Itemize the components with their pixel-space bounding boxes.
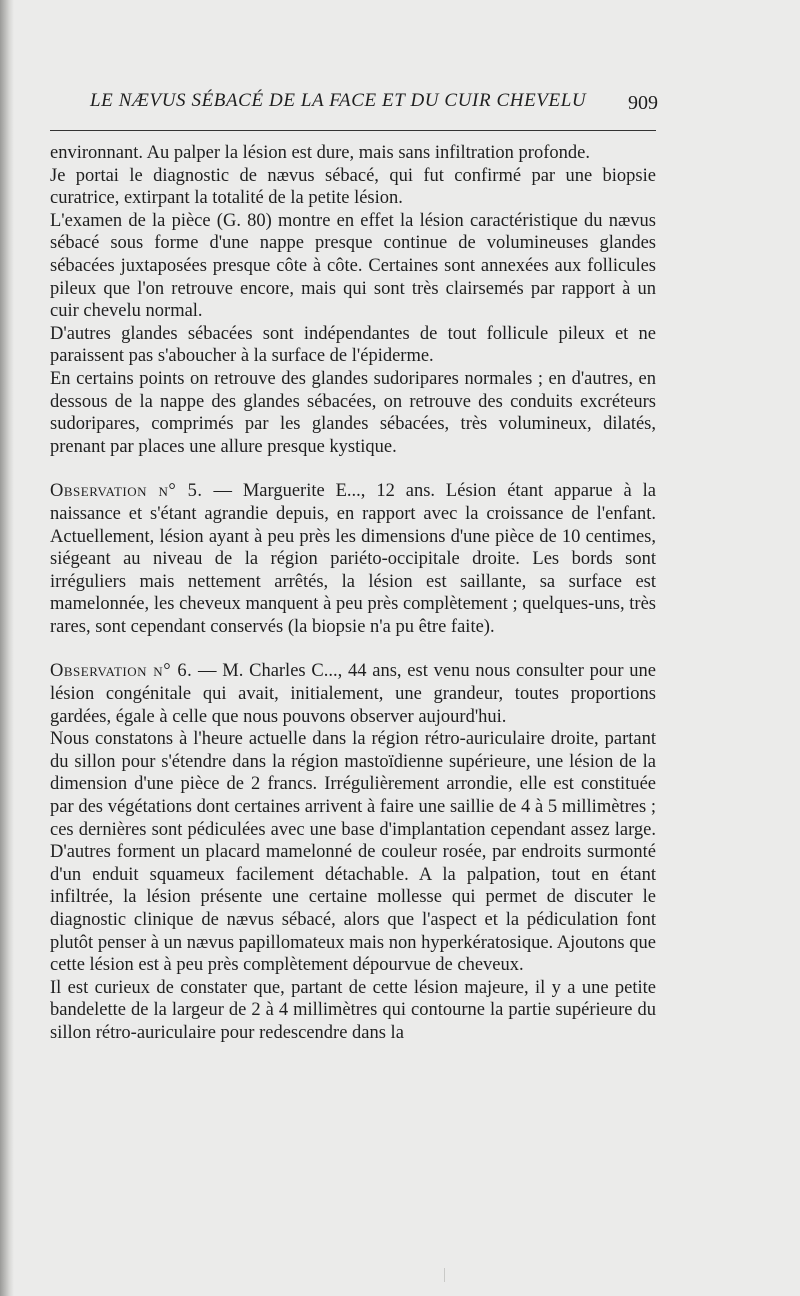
observation-6-text: — M. Charles C..., 44 ans, est venu nous consulter pour une lésion congénitale qui avait, initialement, une grandeur, toutes proportions gardées, égale à celle que nous pouvons observer aujourd'hui. <box>50 661 657 727</box>
running-title: LE NÆVUS SÉBACÉ DE LA FACE ET DU CUIR CHEVELU <box>90 90 587 111</box>
page-number: 909 <box>628 92 658 114</box>
observation-6 <box>50 660 656 728</box>
paragraph: Il est curieux de constater que, partant de cette lésion majeure, il y a une petite bandelette de la largeur de 2 à 4 millimètres qui contourne la partie supérieure du sillon rétro-auriculaire pour redescendre dans la <box>50 977 656 1043</box>
paragraph: En certains points on retrouve des glandes sudoripares normales ; en d'autres, en dessous de la nappe des glandes sébacées, on retrouve des conduits excréteurs sudoripares, comprimés par les glandes sébacées, très volumineux, dilatés, prenant par places une allure presque kystique. <box>50 368 656 457</box>
body-text <box>50 142 656 1045</box>
paragraph: Nous constatons à l'heure actuelle dans la région rétro-auriculaire droite, partant du sillon pour s'étendre dans la région mastoïdienne supérieure, une lésion de la dimension d'une pièce de 2 francs. Irrégulièrement arrondie, elle est constituée par des végétations dont certaines arrivent à faire une saillie de 4 à 5 millimètres ; ces dernières sont pédiculées avec une base d'implantation cependant assez large. D'autres forment un placard mamelonné de couleur rosée, par endroits surmonté d'un enduit squameux facilement détachable. A la palpation, tout en étant infiltrée, la lésion présente une certaine mollesse qui permet de discuter le diagnostic clinique de nævus sébacé, alors que l'aspect et la pédiculation font plutôt penser à un nævus papillomateux mais non hyperkératosique. Ajoutons que cette lésion est à peu près complètement dépourvue de cheveux. <box>50 729 656 976</box>
header-rule <box>50 130 656 131</box>
paragraph: Je portai le diagnostic de nævus sébacé, qui fut confirmé par une biopsie curatrice, extirpant la totalité de la petite lésion. <box>50 165 656 209</box>
scan-mark <box>444 1268 445 1282</box>
observation-5-label: Observation n° 5. <box>50 481 203 502</box>
paragraph: D'autres glandes sébacées sont indépendantes de tout follicule pileux et ne paraissent pas s'aboucher à la surface de l'épiderme. <box>50 323 656 367</box>
section-gap <box>50 638 656 660</box>
observation-5-text: — Marguerite E..., 12 ans. Lésion étant apparue à la naissance et s'étant agrandie depuis, en rapport avec la croissance de l'enfant. Actuellement, lésion ayant à peu près les dimensions d'une pièce de 10 centimes, siégeant au niveau de la région pariéto-occipitale droite. Les bords sont irréguliers mais nettement arrêtés, la lésion est saillante, sa surface est mamelonnée, les cheveux manquent à peu près complètement ; quelques-uns, très rares, sont cependant conservés (la biopsie n'a pu être faite). <box>50 481 656 637</box>
page-binding-shadow <box>0 0 14 1296</box>
observation-5 <box>50 480 656 638</box>
observation-6-label: Observation n° 6. <box>50 661 193 682</box>
running-header <box>88 88 658 120</box>
paragraph: L'examen de la pièce (G. 80) montre en effet la lésion caractéristique du nævus sébacé sous forme d'une nappe presque continue de volumineuses glandes sébacées juxtaposées presque côte à côte. Certaines sont annexées aux follicules pileux que l'on retrouve encore, mais qui sont très clairsemés par rapport à un cuir chevelu normal. <box>50 210 656 322</box>
section-gap <box>50 458 656 480</box>
paragraph: environnant. Au palper la lésion est dure, mais sans infiltration profonde. <box>50 143 590 163</box>
